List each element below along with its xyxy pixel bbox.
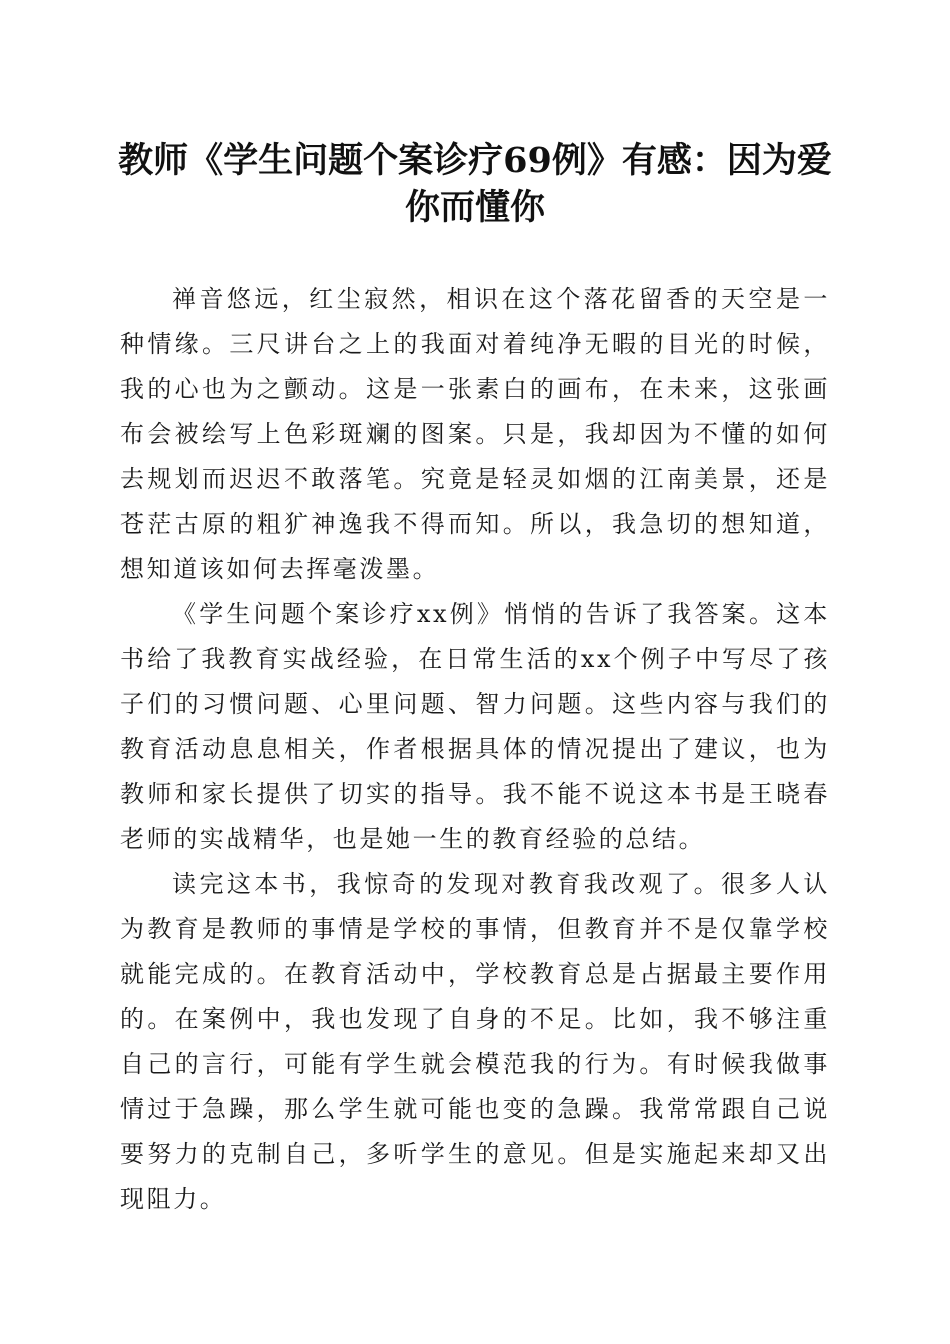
paragraph-1: 禅音悠远，红尘寂然，相识在这个落花留香的天空是一种情缘。三尺讲台之上的我面对着纯净无暇的目光的时候，我的心也为之颤动。这是一张素白的画布，在未来，这张画布会被绘写上色彩斑斓的图案。只是，我却因为不懂的如何去规划而迟迟不敢落笔。究竟是轻灵如烟的江南美景，还是苍茫古原的粗犷神逸我不得而知。所以，我急切的想知道，想知道该如何去挥毫泼墨。 — [120, 285, 830, 583]
paragraph-3: 读完这本书，我惊奇的发现对教育我改观了。很多人认为教育是教师的事情是学校的事情，但教育并不是仅靠学校就能完成的。在教育活动中，学校教育总是占据最主要作用的。在案例中，我也发现了自身的不足。比如，我不够注重自己的言行，可能有学生就会模范我的行为。有时候我做事情过于急躁，那么学生就可能也变的急躁。我常常跟自己说要努力的克制自己，多听学生的意见。但是实施起来却又出现阻力。 — [120, 870, 830, 1213]
document-title: 教师《学生问题个案诊疗69例》有感：因为爱你而懂你 — [118, 140, 832, 228]
document-body — [120, 277, 830, 1222]
paragraph-2: 《学生问题个案诊疗xx例》悄悄的告诉了我答案。这本书给了我教育实战经验，在日常生活的xx个例子中写尽了孩子们的习惯问题、心里问题、智力问题。这些内容与我们的教育活动息息相关，作者根据具体的情况提出了建议，也为教师和家长提供了切实的指导。我不能不说这本书是王晓春老师的实战精华，也是她一生的教育经验的总结。 — [120, 600, 830, 853]
